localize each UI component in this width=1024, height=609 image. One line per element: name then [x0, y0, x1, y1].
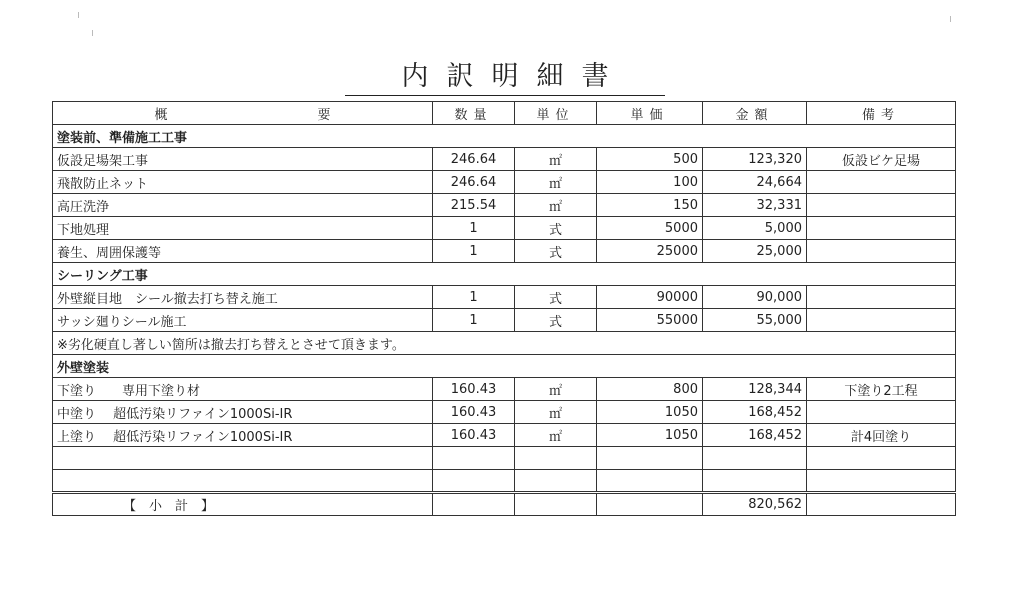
item-unit: [515, 470, 597, 493]
remark-text: ※劣化硬直し著しい箇所は撤去打ち替えとさせて頂きます。: [53, 332, 956, 355]
item-unit-price: 5000: [597, 217, 703, 240]
item-note: 下塗り2工程: [807, 378, 956, 401]
item-quantity: 160.43: [433, 401, 515, 424]
item-name: サッシ廻りシール施工: [53, 309, 433, 332]
item-unit-price: 800: [597, 378, 703, 401]
item-unit: 式: [515, 309, 597, 332]
item-name: [53, 447, 433, 470]
item-note: [807, 401, 956, 424]
table-row: [53, 424, 956, 447]
item-quantity: 246.64: [433, 148, 515, 171]
table-cell: [433, 493, 515, 516]
item-unit: [515, 447, 597, 470]
item-note: [807, 286, 956, 309]
item-unit: 式: [515, 240, 597, 263]
item-quantity: 160.43: [433, 378, 515, 401]
item-unit: ㎡: [515, 171, 597, 194]
section-title: 塗装前、準備施工工事: [53, 125, 956, 148]
section-row: [53, 125, 956, 148]
item-name: 高圧洗浄: [53, 194, 433, 217]
item-quantity: [433, 447, 515, 470]
item-name: [53, 470, 433, 493]
item-quantity: 1: [433, 217, 515, 240]
table-row: [53, 217, 956, 240]
item-unit: ㎡: [515, 148, 597, 171]
item-note: 仮設ビケ足場: [807, 148, 956, 171]
item-quantity: 1: [433, 240, 515, 263]
item-unit: ㎡: [515, 424, 597, 447]
item-amount: 128,344: [703, 378, 807, 401]
document-title: 内訳明細書: [345, 60, 665, 96]
header-name-right: 要: [317, 107, 331, 123]
breakdown-table: [52, 101, 956, 516]
item-name: 中塗り 超低汚染リファイン1000Si-IR: [53, 401, 433, 424]
subtotal-amount: 820,562: [703, 493, 807, 516]
table-body: [53, 125, 956, 493]
item-amount: 25,000: [703, 240, 807, 263]
item-unit-price: 55000: [597, 309, 703, 332]
header-note: 備考: [807, 102, 956, 125]
item-amount: 55,000: [703, 309, 807, 332]
item-amount: [703, 447, 807, 470]
item-note: [807, 171, 956, 194]
item-unit-price: [597, 470, 703, 493]
item-unit-price: 1050: [597, 401, 703, 424]
item-unit: 式: [515, 217, 597, 240]
table-row: [53, 378, 956, 401]
header-amount: 金額: [703, 102, 807, 125]
item-quantity: [433, 470, 515, 493]
header-qty: 数量: [433, 102, 515, 125]
item-quantity: 1: [433, 309, 515, 332]
item-unit: ㎡: [515, 194, 597, 217]
item-amount: 5,000: [703, 217, 807, 240]
table-row: [53, 470, 956, 493]
item-unit-price: [597, 447, 703, 470]
item-note: [807, 447, 956, 470]
header-row: [53, 102, 956, 125]
section-row: [53, 355, 956, 378]
section-title: 外壁塗装: [53, 355, 956, 378]
item-unit-price: 1050: [597, 424, 703, 447]
item-unit-price: 90000: [597, 286, 703, 309]
subtotal-label: 【 小 計 】: [53, 493, 433, 516]
item-name: 下塗り 専用下塗り材: [53, 378, 433, 401]
item-name: 仮設足場架工事: [53, 148, 433, 171]
item-amount: 168,452: [703, 424, 807, 447]
section-row: [53, 263, 956, 286]
item-note: [807, 309, 956, 332]
item-name: 下地処理: [53, 217, 433, 240]
section-title: シーリング工事: [53, 263, 956, 286]
item-note: [807, 217, 956, 240]
item-unit: ㎡: [515, 401, 597, 424]
header-price: 単価: [597, 102, 703, 125]
item-amount: 90,000: [703, 286, 807, 309]
table-row: [53, 309, 956, 332]
item-quantity: 1: [433, 286, 515, 309]
item-note: [807, 470, 956, 493]
item-amount: [703, 470, 807, 493]
subtotal-row: [53, 493, 956, 516]
table-row: [53, 447, 956, 470]
scan-speck: [92, 30, 93, 36]
item-amount: 32,331: [703, 194, 807, 217]
item-unit-price: 500: [597, 148, 703, 171]
header-name: [53, 102, 433, 125]
table-row: [53, 171, 956, 194]
item-name: 上塗り 超低汚染リファイン1000Si-IR: [53, 424, 433, 447]
table-row: [53, 286, 956, 309]
item-name: 外壁縦目地 シール撤去打ち替え施工: [53, 286, 433, 309]
header-unit: 単位: [515, 102, 597, 125]
item-quantity: 215.54: [433, 194, 515, 217]
item-note: 計4回塗り: [807, 424, 956, 447]
item-quantity: 160.43: [433, 424, 515, 447]
item-unit-price: 25000: [597, 240, 703, 263]
item-amount: 123,320: [703, 148, 807, 171]
table-cell: [515, 493, 597, 516]
item-unit-price: 100: [597, 171, 703, 194]
item-amount: 24,664: [703, 171, 807, 194]
scan-speck: [78, 12, 79, 18]
item-note: [807, 194, 956, 217]
table-cell: [807, 493, 956, 516]
item-quantity: 246.64: [433, 171, 515, 194]
item-unit: ㎡: [515, 378, 597, 401]
item-unit-price: 150: [597, 194, 703, 217]
item-name: 飛散防止ネット: [53, 171, 433, 194]
remark-row: [53, 332, 956, 355]
item-unit: 式: [515, 286, 597, 309]
table-row: [53, 148, 956, 171]
header-name-left: 概: [154, 107, 168, 123]
item-name: 養生、周囲保護等: [53, 240, 433, 263]
table-row: [53, 401, 956, 424]
scan-speck: [950, 16, 951, 22]
table-row: [53, 240, 956, 263]
item-note: [807, 240, 956, 263]
table-row: [53, 194, 956, 217]
table-cell: [597, 493, 703, 516]
item-amount: 168,452: [703, 401, 807, 424]
